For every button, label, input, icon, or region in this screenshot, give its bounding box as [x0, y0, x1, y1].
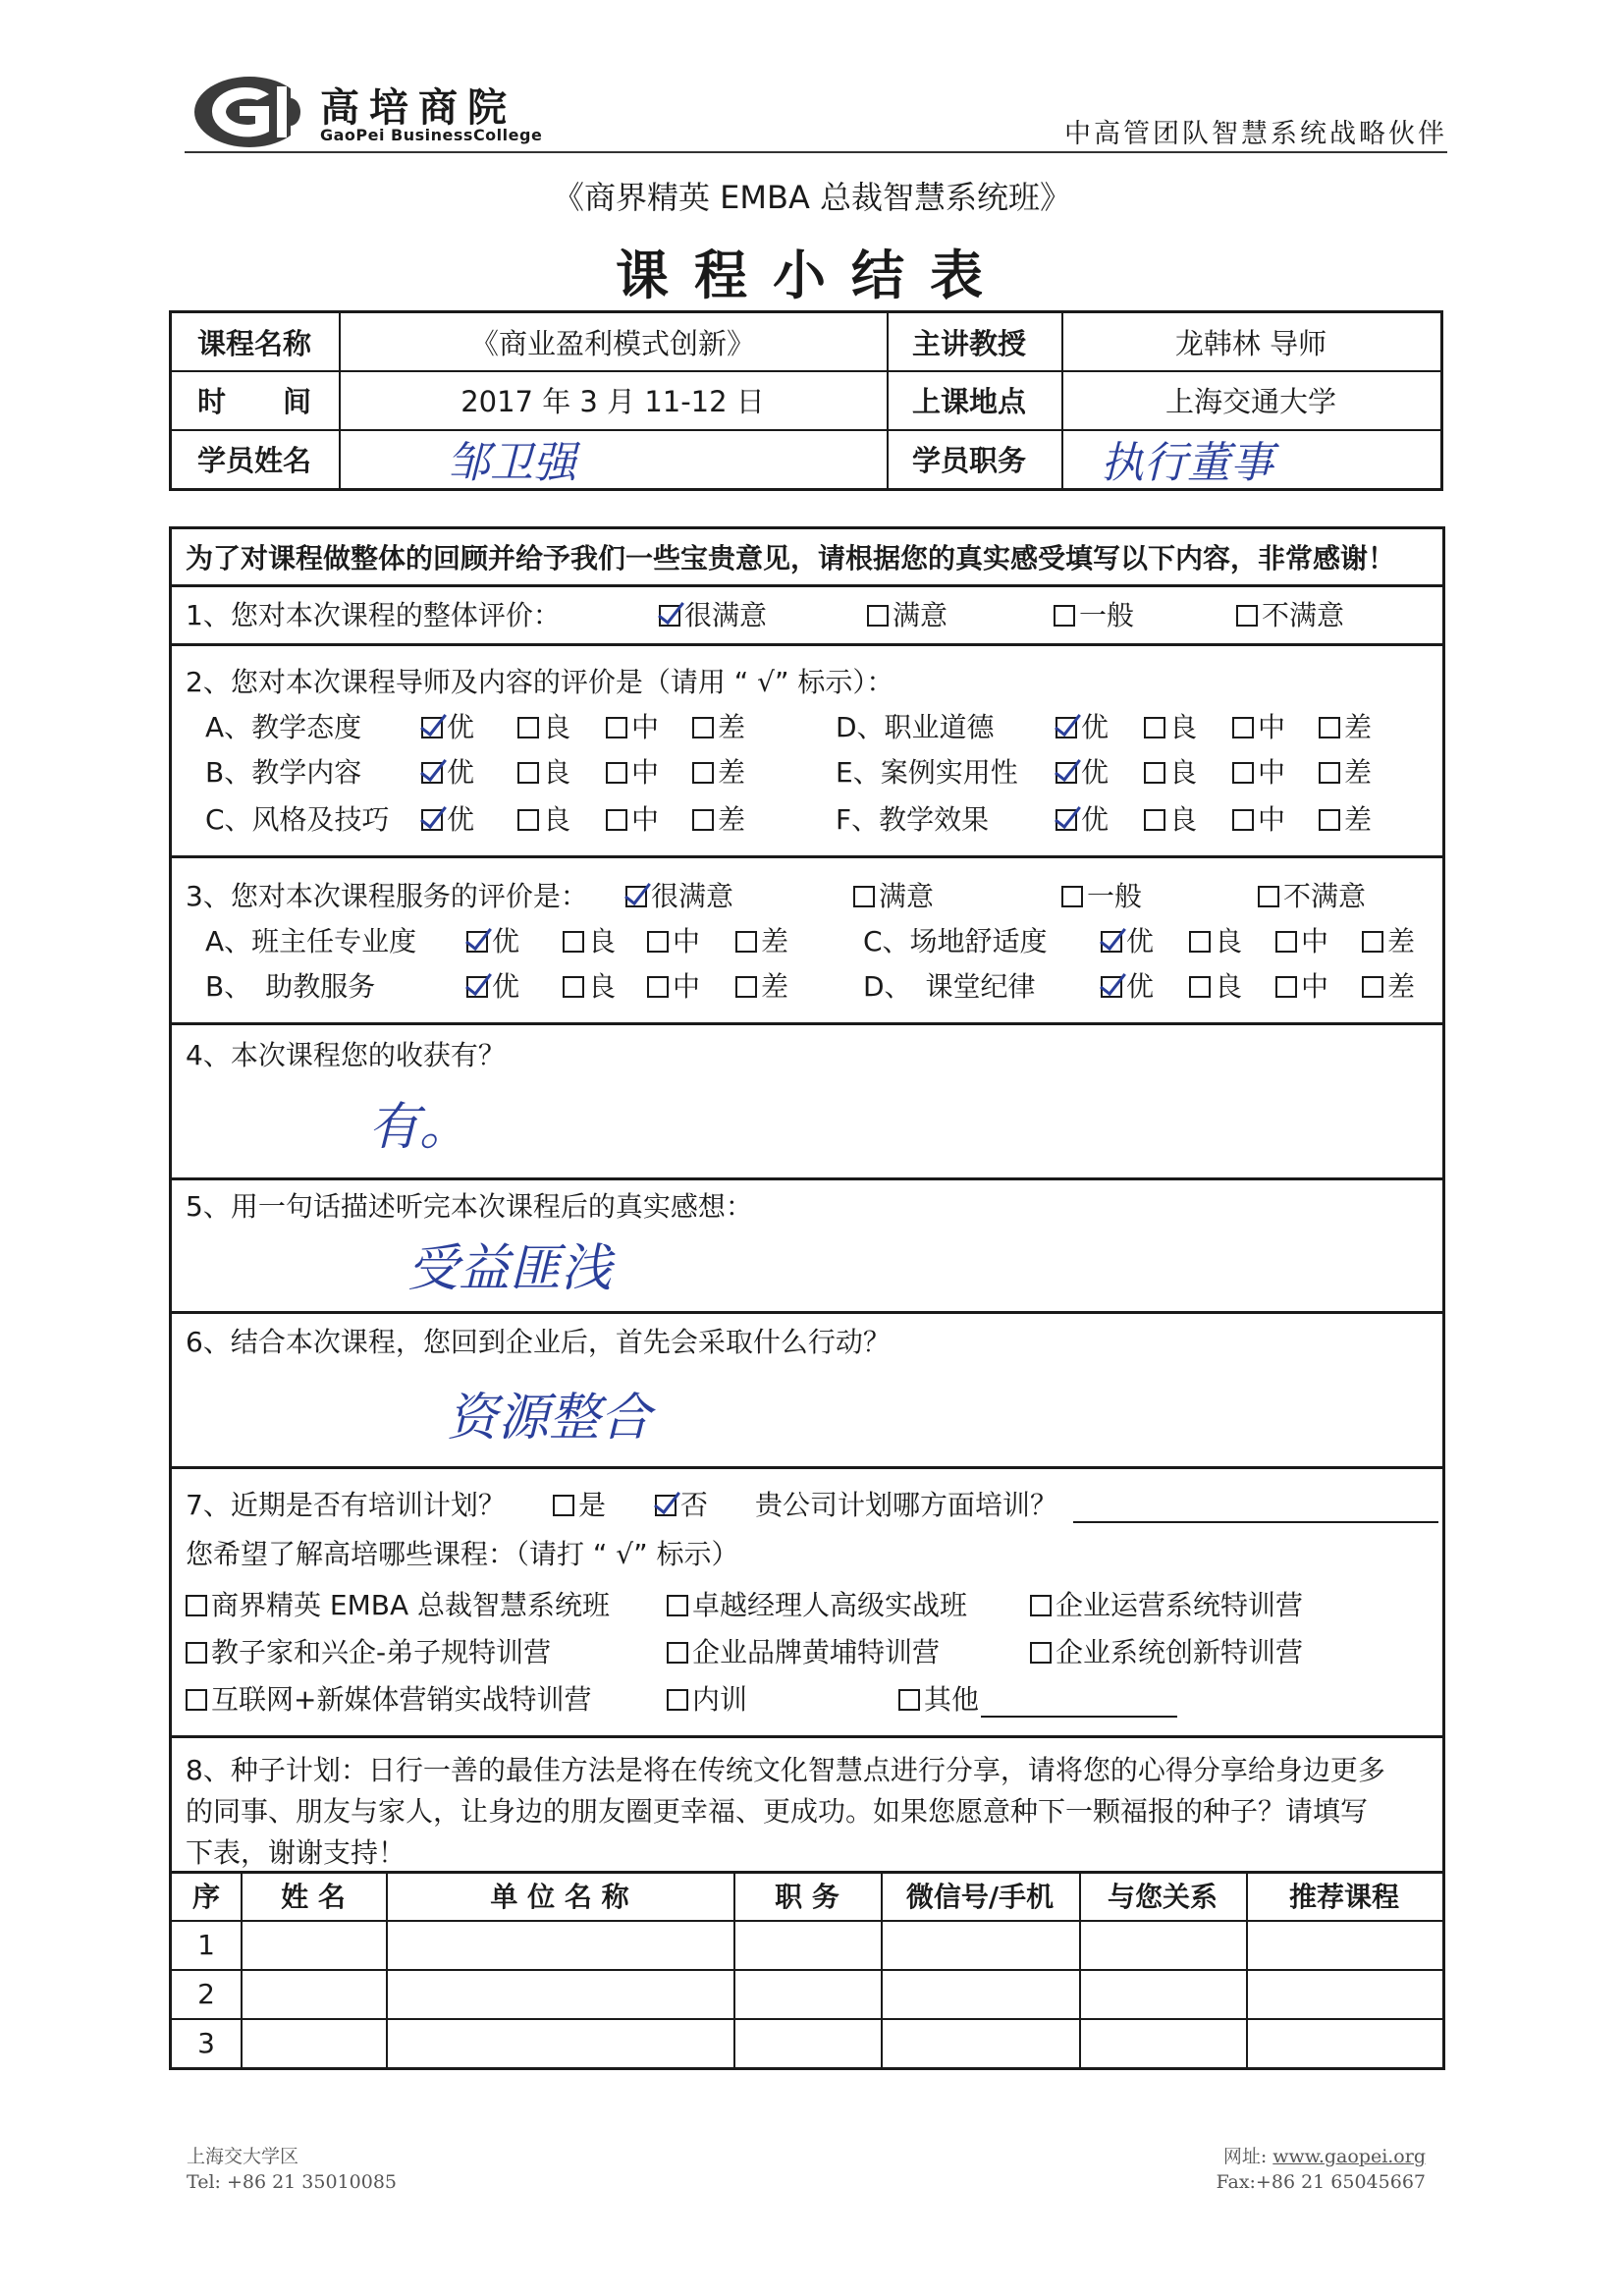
table-cell[interactable] [241, 2018, 386, 2067]
table-cell[interactable] [881, 1969, 1079, 2018]
course-option-8[interactable]: 其他 [898, 1686, 979, 1714]
checkbox-icon [517, 717, 539, 738]
table-header-cell: 推荐课程 [1288, 1881, 1399, 1913]
table-header-cell: 序 [191, 1881, 220, 1913]
survey-form [169, 526, 1445, 2070]
q2-item-2-grade-1[interactable]: 良 [517, 806, 570, 834]
location-label: 上课地点 [912, 384, 1027, 418]
student-name-cell [339, 429, 887, 488]
checkbox-icon [1362, 931, 1383, 953]
q5-answer[interactable]: 受益匪浅 [407, 1239, 613, 1298]
course-option-3[interactable]: 教子家和兴企-弟子规特训营 [186, 1639, 551, 1667]
checkbox-icon [1236, 605, 1258, 627]
q3-item-0-grade-0[interactable]: 优 [466, 928, 519, 956]
checkbox-icon [1319, 717, 1340, 738]
q3-option-unsatisfied[interactable]: 不满意 [1258, 883, 1366, 910]
checkbox-icon [186, 1595, 207, 1616]
table-cell[interactable] [881, 1920, 1079, 1969]
q2-item-3-grade-3[interactable]: 差 [1319, 714, 1372, 741]
footer-left [187, 2145, 397, 2195]
q2-item-0-grade-3[interactable]: 差 [692, 714, 745, 741]
q3-item-0-grade-2[interactable]: 中 [647, 928, 700, 956]
q2-item-3-grade-0[interactable]: 优 [1056, 714, 1109, 741]
checkbox-icon [853, 886, 875, 907]
q2-item-1-grade-0[interactable]: 优 [421, 759, 474, 787]
q1-option-unsatisfied[interactable]: 不满意 [1236, 602, 1344, 629]
q2-item-label: C、风格及技巧 [205, 803, 390, 836]
course-option-5[interactable]: 企业系统创新特训营 [1030, 1639, 1303, 1667]
checkbox-icon [735, 931, 757, 953]
checkbox-icon [553, 1495, 574, 1516]
table-cell[interactable] [733, 2018, 881, 2067]
q7-option-no[interactable]: 否 [655, 1492, 708, 1519]
q3-item-2-grade-0[interactable]: 优 [1101, 928, 1154, 956]
q3-item-label: D、 课堂纪律 [863, 970, 1036, 1003]
q2-item-5-grade-0[interactable]: 优 [1056, 806, 1109, 834]
q2-item-2-grade-2[interactable]: 中 [606, 806, 659, 834]
table-header-cell: 姓 名 [281, 1881, 346, 1913]
checkbox-checked-icon [466, 931, 488, 953]
q3-item-3-grade-1[interactable]: 良 [1189, 973, 1242, 1001]
checkbox-checked-icon [421, 717, 443, 738]
q2-item-1-grade-1[interactable]: 良 [517, 759, 570, 787]
table-header-cell: 与您关系 [1107, 1881, 1218, 1913]
checkbox-icon [692, 809, 714, 831]
q7-courses-question: 您希望了解高培哪些课程：（请打 “ √” 标示） [186, 1538, 739, 1570]
checkbox-icon [647, 931, 669, 953]
checkbox-icon [898, 1689, 920, 1711]
q2-item-2-grade-3[interactable]: 差 [692, 806, 745, 834]
q3-item-label: B、 助教服务 [205, 970, 376, 1003]
time-label: 时 间 [197, 384, 312, 418]
q2-item-2-grade-0[interactable]: 优 [421, 806, 474, 834]
table-cell[interactable] [1246, 2018, 1442, 2067]
table-cell[interactable] [1246, 1920, 1442, 1969]
q5-label: 5、用一句话描述听完本次课程后的真实感想： [186, 1190, 753, 1223]
table-cell[interactable] [1079, 1920, 1246, 1969]
checkbox-checked-icon [659, 605, 680, 627]
q2-item-label: D、职业道德 [836, 711, 995, 743]
checkbox-icon [1275, 976, 1297, 998]
q4-label: 4、本次课程您的收获有？ [186, 1039, 506, 1071]
q2-item-label: B、教学内容 [205, 756, 362, 789]
q3-item-1-grade-0[interactable]: 优 [466, 973, 519, 1001]
table-row-number: 3 [197, 2026, 215, 2059]
q2-item-0-grade-1[interactable]: 良 [517, 714, 570, 741]
referral-table [172, 1871, 1442, 2067]
q3-item-2-grade-1[interactable]: 良 [1189, 928, 1242, 956]
q2-item-0-grade-2[interactable]: 中 [606, 714, 659, 741]
q2-item-4-grade-1[interactable]: 良 [1144, 759, 1197, 787]
checkbox-icon [1189, 931, 1211, 953]
time-value: 2017 年 3 月 11-12 日 [460, 384, 765, 418]
checkbox-icon [647, 976, 669, 998]
checkbox-checked-icon [421, 762, 443, 784]
q2-item-0-grade-0[interactable]: 优 [421, 714, 474, 741]
q7-label: 7、近期是否有培训计划？ [186, 1489, 506, 1521]
q3-item-3-grade-2[interactable]: 中 [1275, 973, 1328, 1001]
q7-company-question: 贵公司计划哪方面培训？ [755, 1489, 1058, 1521]
checkbox-icon [1319, 762, 1340, 784]
q3-item-3-grade-3[interactable]: 差 [1362, 973, 1415, 1001]
checkbox-checked-icon [466, 976, 488, 998]
brand-name-cn: 高培商院 [320, 84, 516, 131]
table-cell[interactable] [733, 1969, 881, 2018]
course-option-2[interactable]: 企业运营系统特训营 [1030, 1592, 1303, 1619]
q3-option-very-satisfied[interactable]: 很满意 [625, 883, 733, 910]
brand-name-en: GaoPei BusinessCollege [320, 126, 543, 144]
q2-item-label: E、案例实用性 [836, 756, 1018, 789]
gaopei-logo-icon [192, 73, 314, 151]
q3-option-satisfied[interactable]: 满意 [853, 883, 934, 910]
checkbox-icon [517, 762, 539, 784]
location-value: 上海交通大学 [1164, 384, 1336, 418]
student-name-value: 邹卫强 [447, 438, 576, 488]
checkbox-icon [186, 1689, 207, 1711]
q3-item-1-grade-3[interactable]: 差 [735, 973, 788, 1001]
q2-item-1-grade-2[interactable]: 中 [606, 759, 659, 787]
q3-option-average[interactable]: 一般 [1061, 883, 1142, 910]
checkbox-icon [1232, 762, 1254, 784]
checkbox-icon [563, 976, 584, 998]
q3-item-1-grade-1[interactable]: 良 [563, 973, 616, 1001]
course-option-7[interactable]: 内训 [667, 1686, 747, 1714]
q3-item-0-grade-1[interactable]: 良 [563, 928, 616, 956]
footer-campus: 上海交大学区 [187, 2146, 299, 2167]
checkbox-icon [563, 931, 584, 953]
q2-item-4-grade-0[interactable]: 优 [1056, 759, 1109, 787]
checkbox-icon [1030, 1595, 1052, 1616]
q6-answer[interactable]: 资源整合 [447, 1389, 652, 1448]
q3-label: 3、您对本次课程服务的评价是： [186, 880, 588, 912]
footer-fax: Fax:+86 21 65045667 [1216, 2170, 1426, 2193]
q4-answer[interactable]: 有。 [368, 1098, 471, 1157]
checkbox-icon [692, 717, 714, 738]
table-header-cell: 微信号/手机 [905, 1881, 1055, 1913]
q2-item-label: F、教学效果 [836, 803, 990, 836]
q6-label: 6、结合本次课程，您回到企业后，首先会采取什么行动？ [186, 1326, 891, 1358]
checkbox-checked-icon [1056, 717, 1077, 738]
table-cell[interactable] [1079, 1969, 1246, 2018]
table-cell[interactable] [1079, 2018, 1246, 2067]
course-option-6[interactable]: 互联网+新媒体营销实战特训营 [186, 1686, 591, 1714]
q7-other-field[interactable] [981, 1686, 1177, 1718]
q3-item-0-grade-3[interactable]: 差 [735, 928, 788, 956]
checkbox-icon [606, 809, 627, 831]
q2-item-1-grade-3[interactable]: 差 [692, 759, 745, 787]
checkbox-icon [1275, 931, 1297, 953]
checkbox-icon [1144, 809, 1165, 831]
q2-item-5-grade-1[interactable]: 良 [1144, 806, 1197, 834]
q2-item-label: A、教学态度 [205, 711, 362, 743]
q3-item-label: C、场地舒适度 [863, 925, 1048, 957]
checkbox-icon [1061, 886, 1083, 907]
checkbox-icon [606, 717, 627, 738]
checkbox-checked-icon [1056, 762, 1077, 784]
student-position-cell [1061, 429, 1440, 488]
checkbox-icon [867, 605, 889, 627]
checkbox-checked-icon [421, 809, 443, 831]
table-row-number: 2 [197, 1977, 215, 2010]
course-name-label: 课程名称 [197, 326, 312, 360]
checkbox-checked-icon [655, 1495, 677, 1516]
student-position-value: 执行董事 [1101, 438, 1273, 488]
checkbox-checked-icon [1056, 809, 1077, 831]
header-divider [185, 151, 1447, 153]
q2-item-3-grade-1[interactable]: 良 [1144, 714, 1197, 741]
checkbox-icon [667, 1642, 688, 1664]
q2-item-5-grade-3[interactable]: 差 [1319, 806, 1372, 834]
q2-label: 2、您对本次课程导师及内容的评价是（请用 “ √” 标示）： [186, 666, 894, 698]
table-cell[interactable] [241, 1969, 386, 2018]
program-title: 《商界精英 EMBA 总裁智慧系统班》 [552, 179, 1072, 216]
q1-option-satisfied[interactable]: 满意 [867, 602, 947, 629]
professor-value: 龙韩林 导师 [1174, 326, 1327, 360]
q2-item-3-grade-2[interactable]: 中 [1232, 714, 1285, 741]
checkbox-checked-icon [1101, 976, 1122, 998]
q8-text-line-3: 下表，谢谢支持！ [186, 1836, 406, 1869]
student-position-label: 学员职务 [912, 443, 1027, 477]
table-cell[interactable] [733, 1920, 881, 1969]
checkbox-icon [517, 809, 539, 831]
q3-item-label: A、班主任专业度 [205, 925, 417, 957]
table-cell[interactable] [386, 2018, 733, 2067]
q2-item-4-grade-2[interactable]: 中 [1232, 759, 1285, 787]
q3-item-3-grade-0[interactable]: 优 [1101, 973, 1154, 1001]
q7-company-answer-field[interactable] [1073, 1492, 1438, 1523]
checkbox-icon [1232, 809, 1254, 831]
checkbox-icon [692, 762, 714, 784]
q2-item-5-grade-2[interactable]: 中 [1232, 806, 1285, 834]
table-cell[interactable] [881, 2018, 1079, 2067]
table-header-cell: 职 务 [775, 1881, 839, 1913]
checkbox-icon [606, 762, 627, 784]
checkbox-icon [735, 976, 757, 998]
survey-intro: 为了对课程做整体的回顾并给予我们一些宝贵意见，请根据您的真实感受填写以下内容，非常感谢！ [186, 542, 1396, 574]
q3-item-1-grade-2[interactable]: 中 [647, 973, 700, 1001]
course-name-value: 《商业盈利模式创新》 [469, 326, 755, 360]
checkbox-icon [667, 1689, 688, 1711]
checkbox-icon [1054, 605, 1075, 627]
checkbox-checked-icon [625, 886, 647, 907]
q1-option-very-satisfied[interactable]: 很满意 [659, 602, 767, 629]
table-cell[interactable] [386, 1969, 733, 2018]
q1-label: 1、您对本次课程的整体评价： [186, 599, 561, 631]
checkbox-icon [1189, 976, 1211, 998]
footer-tel: Tel: +86 21 35010085 [187, 2170, 398, 2193]
footer-website-label: 网址: [1222, 2146, 1273, 2167]
checkbox-icon [1144, 762, 1165, 784]
q1-option-average[interactable]: 一般 [1054, 602, 1134, 629]
q3-item-2-grade-2[interactable]: 中 [1275, 928, 1328, 956]
checkbox-icon [1258, 886, 1279, 907]
table-header-cell: 单 位 名 称 [490, 1881, 629, 1913]
q8-text-line-2: 的同事、朋友与家人，让身边的朋友圈更幸福、更成功。如果您愿意种下一颗福报的种子？请填写 [186, 1795, 1369, 1828]
q2-item-4-grade-3[interactable]: 差 [1319, 759, 1372, 787]
course-option-4[interactable]: 企业品牌黄埔特训营 [667, 1639, 940, 1667]
course-option-0[interactable]: 商界精英 EMBA 总裁智慧系统班 [186, 1592, 610, 1619]
footer-right [1217, 2145, 1426, 2195]
checkbox-icon [1030, 1642, 1052, 1664]
checkbox-icon [1362, 976, 1383, 998]
q3-item-2-grade-3[interactable]: 差 [1362, 928, 1415, 956]
table-cell[interactable] [1246, 1969, 1442, 2018]
checkbox-icon [1232, 717, 1254, 738]
professor-label: 主讲教授 [912, 326, 1027, 360]
student-name-label: 学员姓名 [197, 443, 312, 477]
slogan: 中高管团队智慧系统战略伙伴 [1064, 119, 1447, 149]
checkbox-icon [186, 1642, 207, 1664]
form-title: 课程小结表 [616, 245, 1008, 306]
checkbox-icon [1144, 717, 1165, 738]
table-cell[interactable] [241, 1920, 386, 1969]
course-option-1[interactable]: 卓越经理人高级实战班 [667, 1592, 967, 1619]
q7-option-yes[interactable]: 是 [553, 1492, 606, 1519]
course-info-table [169, 310, 1443, 491]
checkbox-checked-icon [1101, 931, 1122, 953]
table-row-number: 1 [197, 1928, 215, 1961]
footer-website-link[interactable]: www.gaopei.org [1272, 2146, 1426, 2167]
q8-text-line-1: 8、种子计划：日行一善的最佳方法是将在传统文化智慧点进行分享，请将您的心得分享给身边更多 [186, 1754, 1385, 1786]
checkbox-icon [1319, 809, 1340, 831]
checkbox-icon [667, 1595, 688, 1616]
table-cell[interactable] [386, 1920, 733, 1969]
